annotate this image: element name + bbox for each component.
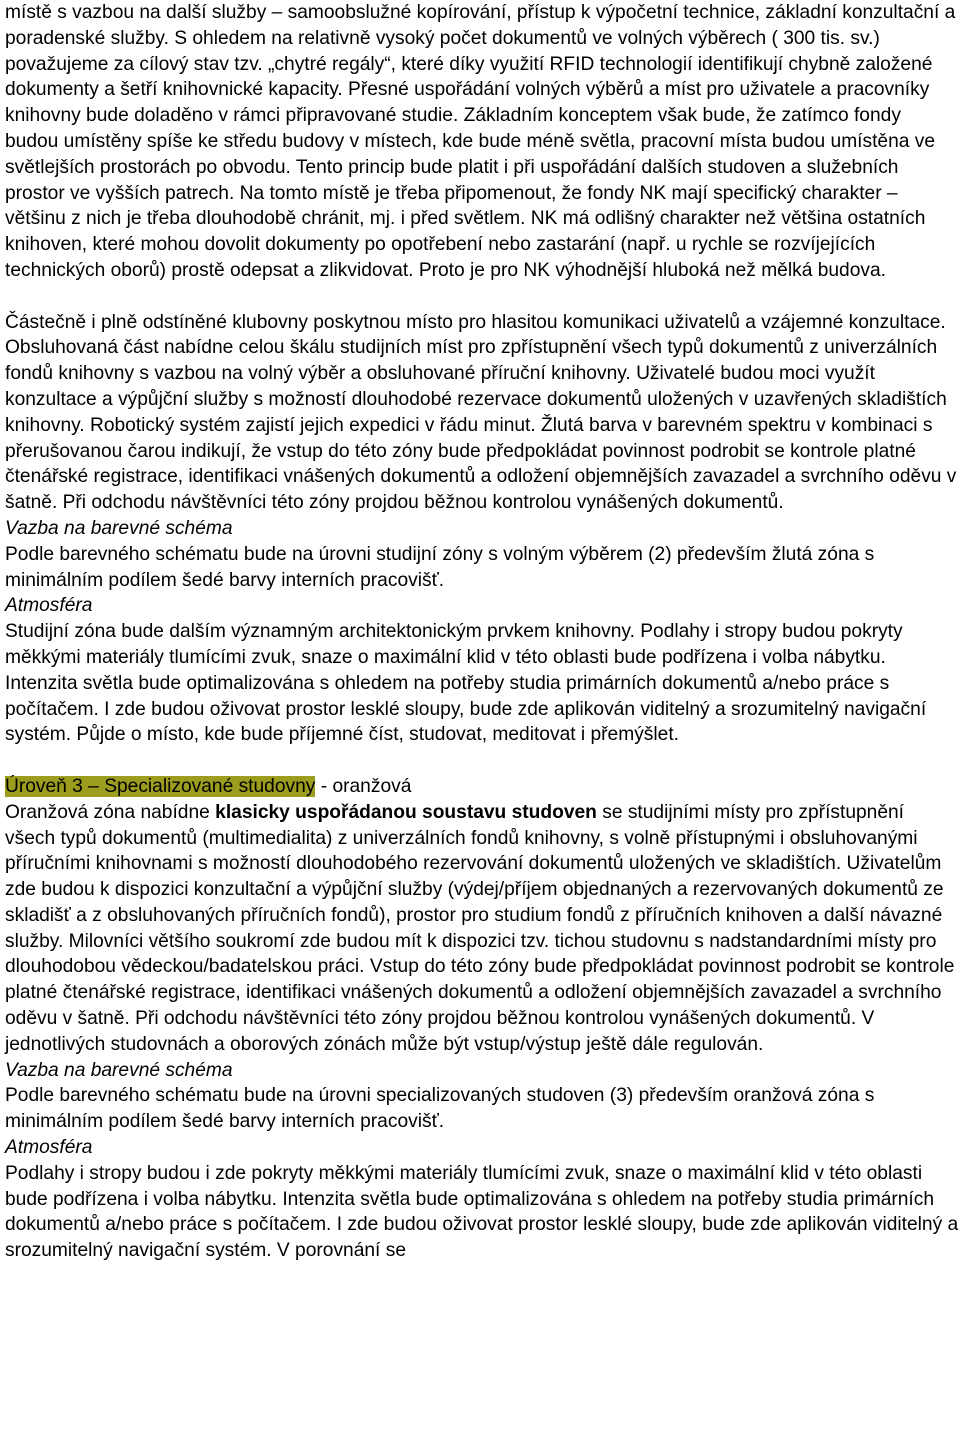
document-page bbox=[5, 0, 959, 1264]
highlighted-level-title: Úroveň 3 – Specializované studovny bbox=[5, 775, 316, 797]
subheading-color-scheme: Vazba na barevné schéma bbox=[5, 517, 233, 539]
paragraph-atmosphere-level-2: Studijní zóna bude dalším významným architektonickým prvkem knihovny. Podlahy i stropy budou pokryty měkkými materiály tlumícími zvuk, snaze o maximální klid v této oblasti bude podřízena i volba nábytku. Intenzita světla bude optimalizována s ohledem na potřeby studia primárních dokumentů a/nebo práce s počítačem. I zde budou oživovat prostor lesklé sloupy, bude zde aplikován viditelný a srozumitelný navigační systém. Půjde o místo, kde bude příjemné číst, studovat, meditovat i přemýšlet. bbox=[5, 621, 927, 746]
subheading-atmosphere: Atmosféra bbox=[5, 1137, 93, 1159]
paragraph-gap bbox=[5, 284, 959, 310]
paragraph-color-scheme-level-3: Podle barevného schématu bude na úrovni specializovaných studoven (3) především oranžová zóna s minimálním podílem šedé barvy interních pracovišť. bbox=[5, 1085, 875, 1133]
subheading-color-scheme: Vazba na barevné schéma bbox=[5, 1059, 233, 1081]
paragraph-club-rooms: Částečně i plně odstíněné klubovny poskytnou místo pro hlasitou komunikaci uživatelů a vzájemné konzultace. Obsluhovaná část nabídne celou škálu studijních míst pro zpřístupnění všech typů dokumentů z univerzálních fondů knihovny s vazbou na volný výběr a obsluhované příruční knihovny. Uživatelé budou moci využít konzultace a výpůjční služby s možností dlouhodobé rezervace dokumentů uložených v uzavřených skladištích knihovny. Robotický systém zajistí jejich expedici v řádu minut. Žlutá barva v barevném spektru v kombinaci s přerušovanou čarou indikují, že vstup do této zóny bude předpokládat povinnost podrobit se kontrole platné čtenářské registrace, identifikaci vnášených dokumentů a odložení objemnějších zavazadel a svrchního oděvu v šatně. Při odchodu návštěvníci této zóny projdou běžnou kontrolou vynášených dokumentů. bbox=[5, 311, 957, 514]
paragraph-color-scheme-level-2: Podle barevného schématu bude na úrovni studijní zóny s volným výběrem (2) především žlutá zóna s minimálním podílem šedé barvy interních pracovišť. bbox=[5, 543, 875, 591]
orange-zone-text-start: Oranžová zóna nabídne bbox=[5, 801, 216, 823]
orange-zone-bold-phrase: klasicky uspořádanou soustavu studoven bbox=[215, 801, 597, 823]
subheading-atmosphere: Atmosféra bbox=[5, 595, 93, 617]
paragraph-gap bbox=[5, 748, 959, 774]
orange-zone-text-rest: se studijními místy pro zpřístupnění všech typů dokumentů (multimedialita) z univerzálních fondů knihovny, s volně přístupnými i obsluhovanými příručními knihovnami s možností dlouhodobého rezervování dokumentů uložených ve skladištích. Uživatelům zde budou k dispozici konzultační a výpůjční služby (výdej/příjem objednaných a rezervovaných dokumentů ze skladišť a z obsluhovaných příručních fondů), prostor pro studium fondů z příručních knihoven a další návazné služby. Milovníci většího soukromí zde budou mít k dispozici tzv. tichou studovnu s nadstandardními místy pro dlouhodobou vědeckou/badatelskou práci. Vstup do této zóny bude předpokládat povinnost podrobit se kontrole platné čtenářské registrace, identifikaci vnášených dokumentů a odložení objemnějších zavazadel a svrchního oděvu v šatně. Při odchodu návštěvníci této zóny projdou běžnou kontrolou vynášených dokumentů. V jednotlivých studovnách a oborových zónách může být vstup/výstup ještě dále regulován. bbox=[5, 801, 955, 1055]
paragraph-atmosphere-level-3: Podlahy i stropy budou i zde pokryty měkkými materiály tlumícími zvuk, snaze o maximální klid v této oblasti bude podřízena i volba nábytku. Intenzita světla bude optimalizována s ohledem na potřeby studia primárních dokumentů a/nebo práce s počítačem. I zde budou oživovat prostor lesklé sloupy, bude zde aplikován viditelný a srozumitelný navigační systém. V porovnání se bbox=[5, 1162, 959, 1262]
paragraph-orange-zone bbox=[5, 800, 959, 1058]
paragraph-free-access-shelves: místě s vazbou na další služby – samoobslužné kopírování, přístup k výpočetní technice, základní konzultační a poradenské služby. S ohledem na relativně vysoký počet dokumentů ve volných výběrech ( 300 tis. sv.) považujeme za cílový stav tzv. „chytré regály“, které díky využití RFID technologií identifikují chybně založené dokumenty a šetří knihovnické kapacity. Přesné uspořádání volných výběrů a míst pro uživatele a pracovníky knihovny bude doladěno v rámci připravované studie. Základním konceptem však bude, že zatímco fondy budou umístěny spíše ke středu budovy v místech, kde bude méně světla, pracovní místa budou umístěna ve světlejších prostorách po obvodu. Tento princip bude platit i při uspořádání dalších studoven a služebních prostor ve vyšších patrech. Na tomto místě je třeba připomenout, že fondy NK mají specifický charakter – většinu z nich je třeba dlouhodobě chránit, mj. i před světlem. NK má odlišný charakter než většina ostatních knihoven, které mohou dovolit dokumenty po opotřebení nebo zastarání (např. u rychle se rozvíjejících technických oborů) prostě odepsat a zlikvidovat. Proto je pro NK výhodnější hluboká než mělká budova. bbox=[5, 2, 956, 281]
level-color-label: - oranžová bbox=[315, 775, 412, 797]
section-heading-level-3 bbox=[5, 774, 959, 800]
